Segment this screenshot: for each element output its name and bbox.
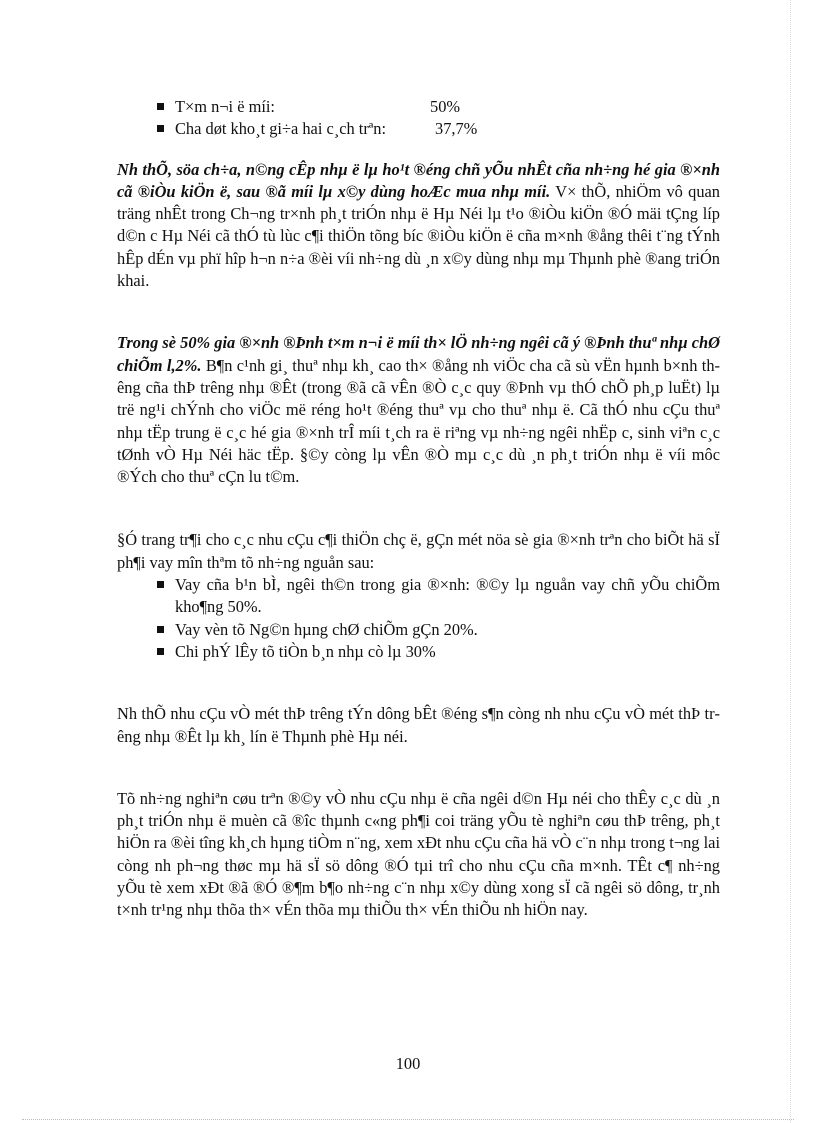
percentage-list bbox=[117, 96, 720, 141]
paragraph-lead: Trong sè 50% gia ®×nh ®Þnh t×m n¬i ë míi th× lÖ nh÷ng ngêi cã ý ®Þnh thuª nhµ chØ chiÕm l,2%. bbox=[117, 333, 720, 375]
list-item-value: 37,7% bbox=[435, 119, 478, 139]
list-item bbox=[157, 96, 720, 118]
list-item: Chi phÝ lÊy tõ tiÒn b¸n nhµ cò lµ 30% bbox=[157, 641, 720, 663]
paragraph-2 bbox=[117, 332, 720, 488]
page-bottom-border bbox=[22, 1119, 794, 1120]
paragraph-4 bbox=[117, 703, 720, 748]
paragraph-5 bbox=[117, 788, 720, 922]
paragraph-1 bbox=[117, 159, 720, 293]
list-item: Vay vèn tõ Ng©n hµng chØ chiÕm gÇn 20%. bbox=[157, 619, 720, 641]
paragraph-lead: Nh thÕ, söa ch÷a, n©ng cÊp nhµ ë lµ ho¹t ®éng chñ yÕu nhÊt cña nh÷ng hé gia ®×nh cã ®iÒu kiÖn ë, sau ®ã míi lµ x©y dùng hoÆc mua nhµ míi. bbox=[117, 159, 720, 201]
page-number: 100 bbox=[395, 1054, 421, 1073]
page-content bbox=[117, 96, 720, 922]
paragraph-3 bbox=[117, 529, 720, 574]
list-item-label: Cha døt kho¸t gi÷a hai c¸ch trªn: bbox=[175, 119, 387, 139]
paragraph-body: Tõ nh÷ng nghiªn cøu trªn ®©y vÒ nhu cÇu nhµ ë cña ngêi d©n Hµ néi cho thÊy c¸c dù ¸n ph¸t triÓn nhµ ë muèn cã ®îc thµnh c«ng ph¶i coi träng yÕu tè nghiªn cøu thÞ trêng, ph¸t hiÖn ra ®èi tîng kh¸ch hµng tiÒm n¨ng, xem xÐt nhu cÇu cña hä vÒ c¨n nhµ trong t¬ng lai còng nh ph¬ng thøc mµ hä sÏ sö dông ®Ó tµi trî cho nhu cÇu cña m×nh. TÊt c¶ nh÷ng yÕu tè xem xÐt ®ã ®Ó ®¶m b¶o nh÷ng c¨n nhµ x©y dùng xong sÏ cã ngêi sö dông, tr¸nh t×nh tr¹ng nhµ thõa th× vÉn thõa mµ thiÕu th× vÉn thiÕu nh hiÖn nay. bbox=[117, 788, 720, 920]
paragraph-body: B¶n c¹nh gi¸ thuª nhµ kh¸ cao th× ®ång nh viÖc cha cã sù vËn hµnh b×nh thêng cña thÞ trêng nhµ ®Êt (trong ®ã cã vÊn ®Ò c¸c quy ®Þnh vµ thÓ chÕ ph¸p luËt) lµ trë ng¹i chÝnh cho viÖc më réng ho¹t ®éng thuª vµ cho thuª nhµ ë. Cã thÓ nhu cÇu thuª nhµ tËp trung ë c¸c hé gia ®×nh trÎ míi t¸ch ra ë riªng vµ nh÷ng ngêi nhËp c, sinh viªn c¸c tØnh vÒ Hµ Néi häc tËp. §©y còng lµ vÊn ®Ò mµ c¸c dù ¸n ph¸t triÓn nhµ ë víi môc ®Ých cho thuª cÇn lu t©m. bbox=[117, 355, 720, 487]
list-item bbox=[157, 118, 720, 140]
page-right-border bbox=[790, 0, 791, 1123]
paragraph-body: §Ó trang tr¶i cho c¸c nhu cÇu c¶i thiÖn chç ë, gÇn mét nöa sè gia ®×nh trªn cho biÕt hä sÏ ph¶i vay mîn thªm tõ nh÷ng nguån sau: bbox=[117, 530, 720, 572]
list-item-label: T×m n¬i ë míi: bbox=[175, 97, 275, 116]
funding-sources-list bbox=[117, 574, 720, 663]
paragraph-body: Nh thÕ nhu cÇu vÒ mét thÞ trêng tÝn dông bÊt ®éng s¶n còng nh nhu cÇu vÒ mét thÞ trêng nhµ ®Êt lµ kh¸ lín ë Thµnh phè Hµ néi. bbox=[117, 704, 720, 746]
list-item-value: 50% bbox=[430, 97, 461, 116]
list-item: Vay cña b¹n bÌ, ngêi th©n trong gia ®×nh: ®©y lµ nguån vay chñ yÕu chiÕm kho¶ng 50%. bbox=[157, 574, 720, 619]
paragraph-body: V× thÕ, nhiÖm vô quan träng nhÊt trong Ch¬ng tr×nh ph¸t triÓn nhµ ë Hµ Néi lµ t¹o ®iÒu kiÖn ®Ó mäi tÇng líp d©n c Hµ Néi cã thÓ tù lùc c¶i thiÖn tõng bíc ®iÒu kiÖn ë cña m×nh ®ång thêi t¨ng tÝnh hÊp dÉn vµ phï hîp h¬n n÷a ®èi víi nh÷ng dù ¸n x©y dùng nhµ mµ Thµnh phè ®ang triÓn khai. bbox=[117, 181, 720, 291]
